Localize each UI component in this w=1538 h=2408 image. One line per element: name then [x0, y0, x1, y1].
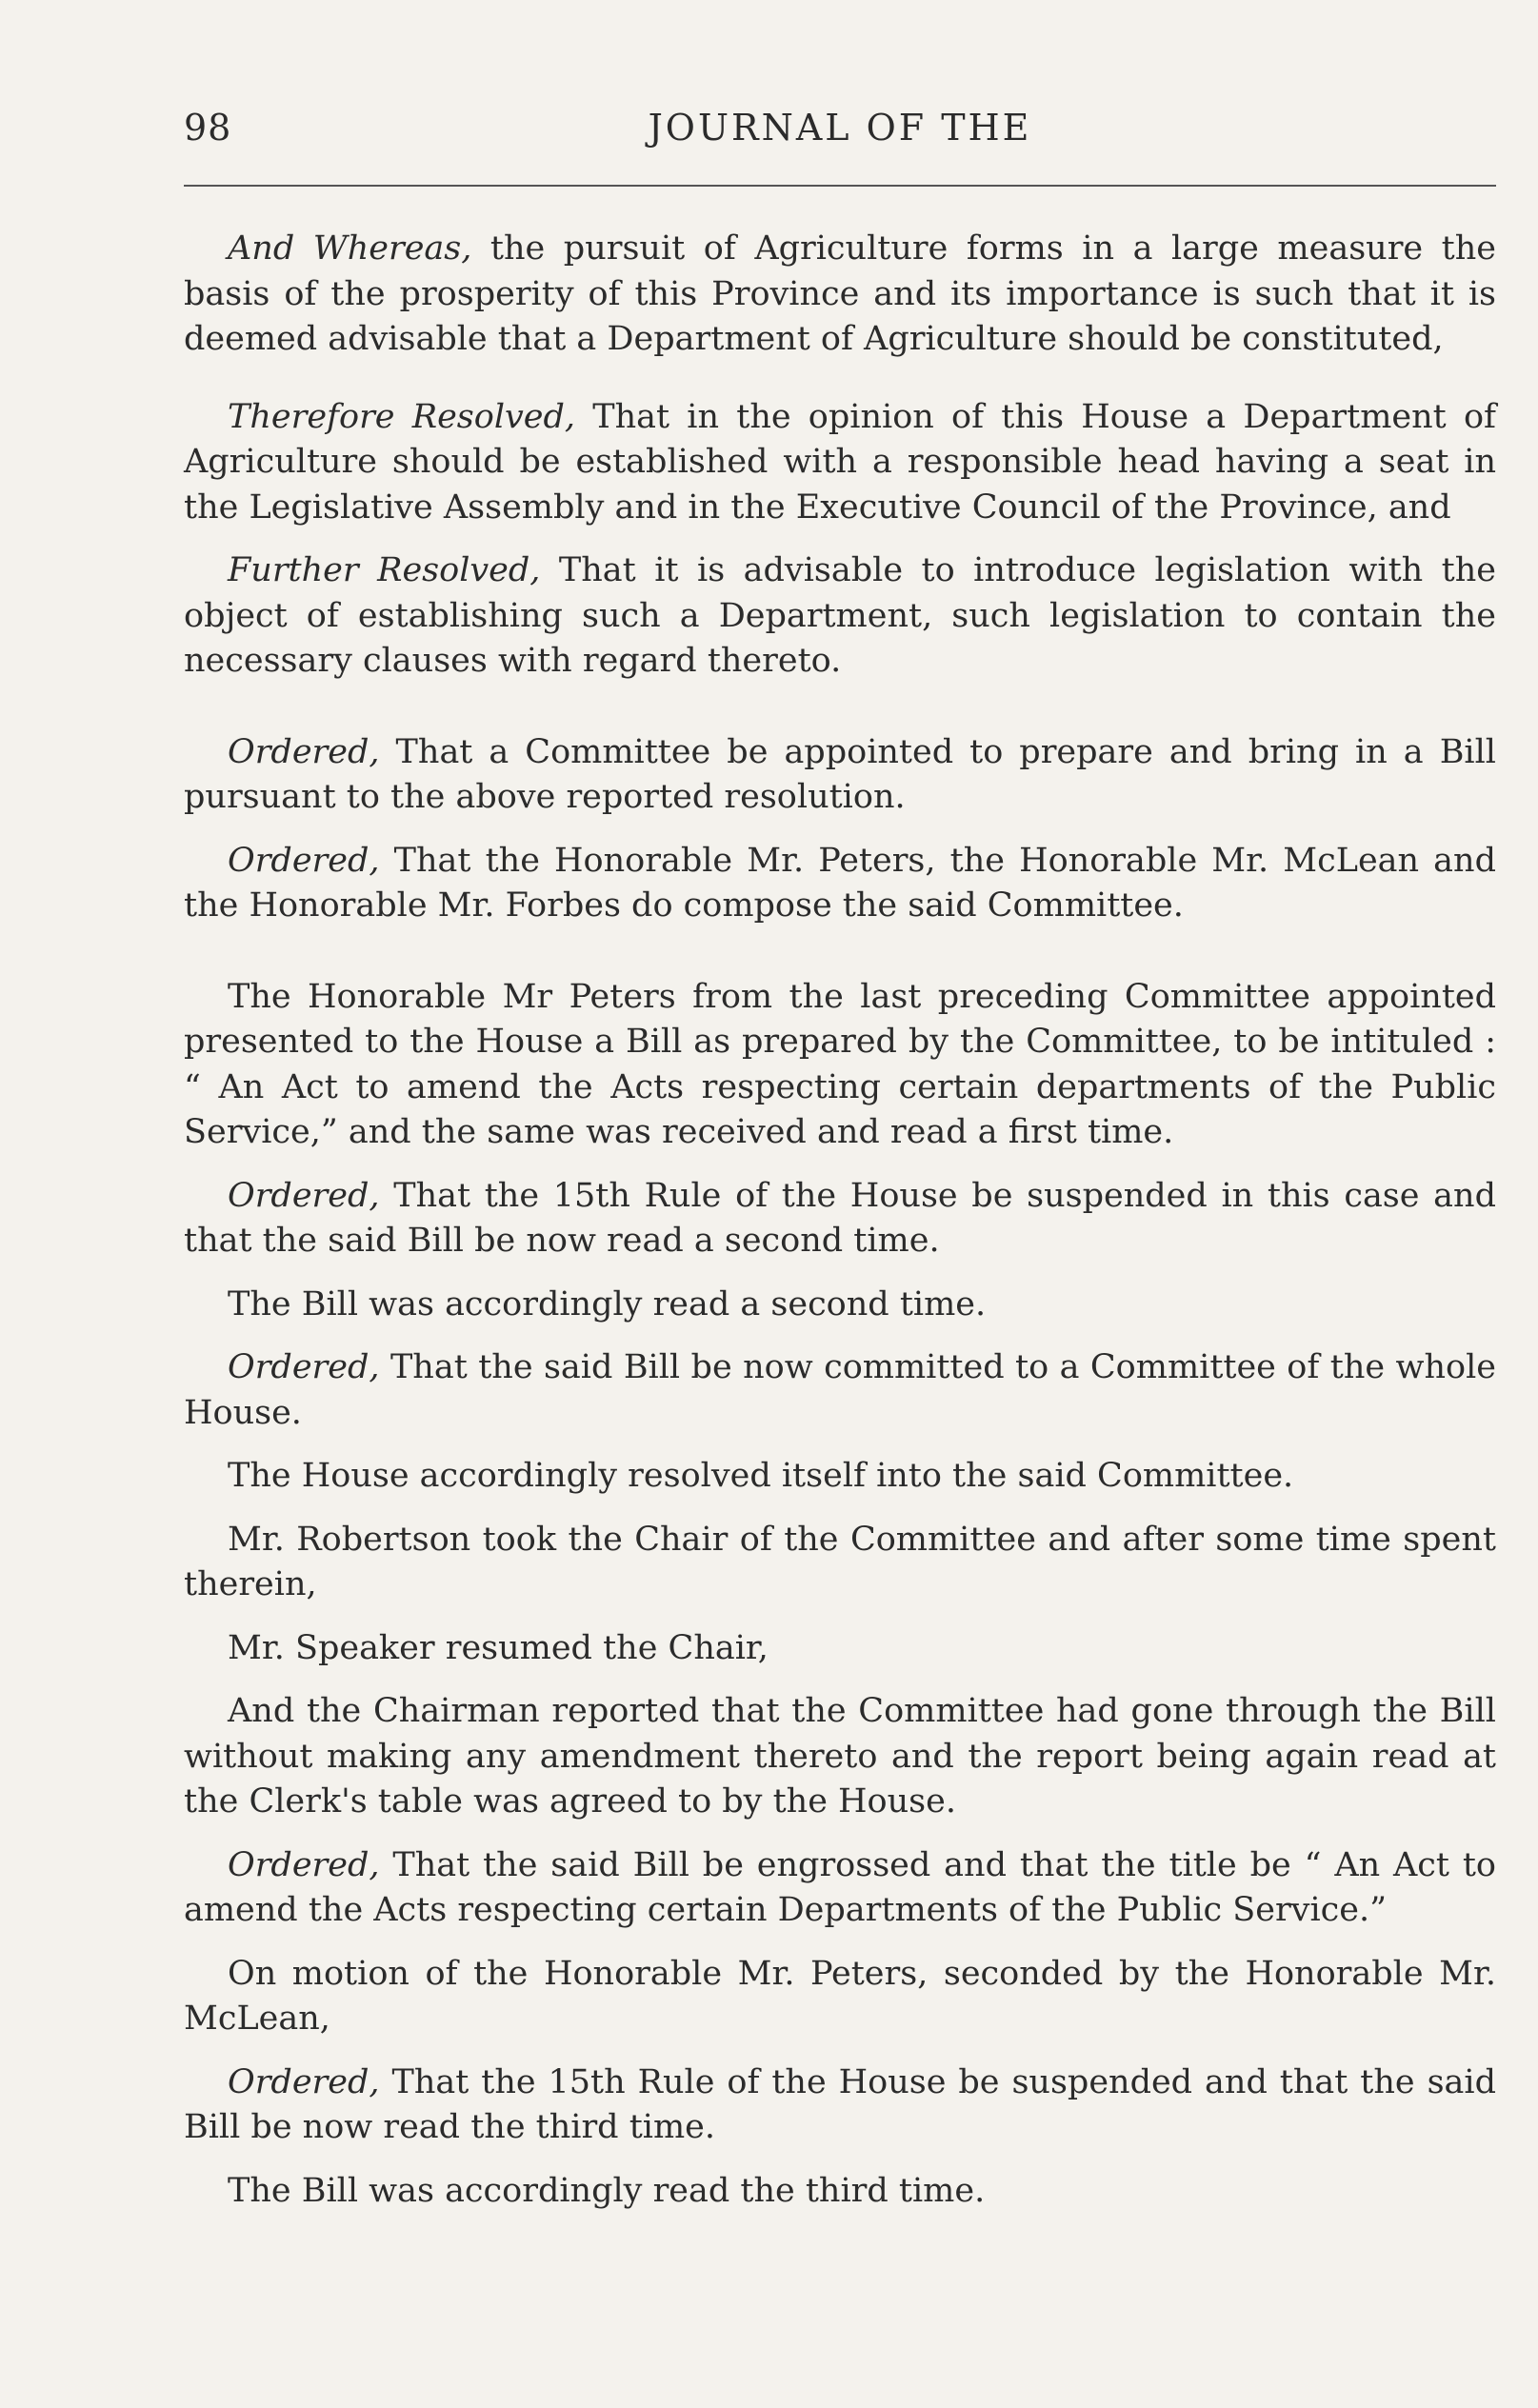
paragraph-text: That a Committee be appointed to prepare and bring in a Bill pursuant to the above reported resolution. [184, 732, 1496, 816]
paragraph-second-reading [184, 1283, 1496, 1328]
paragraph-text: That the Honorable Mr. Peters, the Honorable Mr. McLean and the Honorable Mr. Forbes do compose the said Committee. [184, 841, 1496, 925]
paragraph-ordered-suspend [184, 1174, 1496, 1264]
paragraph-lead: Ordered, [228, 1176, 380, 1215]
paragraph-text: That the 15th Rule of the House be suspended in this case and that the said Bill be now read a second time. [184, 1176, 1496, 1260]
paragraph-lead: Ordered, [228, 732, 380, 771]
paragraph-robertson-chair [184, 1518, 1496, 1608]
paragraph-ordered-committee [184, 730, 1496, 821]
paragraph-lead: Ordered, [228, 841, 380, 880]
header-rule [184, 185, 1496, 187]
paragraph-text: Mr. Robertson took the Chair of the Committee and after some time spent therein, [184, 1520, 1496, 1603]
paragraph-lead: Ordered, [228, 2062, 380, 2101]
body-text [184, 227, 1496, 2232]
paragraph-text: That the said Bill be engrossed and that the title be “ An Act to amend the Acts respecting certain Departments of the Public Service.” [184, 1845, 1496, 1929]
paragraph-lead: Further Resolved, [228, 551, 541, 589]
paragraph-ordered-third-reading [184, 2060, 1496, 2151]
paragraph-on-motion [184, 1952, 1496, 2042]
paragraph-further-resolved [184, 548, 1496, 685]
paragraph-text: And the Chairman reported that the Committee had gone through the Bill without making any amendment thereto and the report being again read at the Clerk's table was agreed to by the House. [184, 1692, 1496, 1821]
page-number: 98 [184, 107, 232, 149]
paragraph-whereas [184, 227, 1496, 363]
paragraph-text: Mr. Speaker resumed the Chair, [228, 1628, 769, 1667]
paragraph-text: That the said Bill be now committed to a Committee of the whole House. [184, 1348, 1496, 1432]
paragraph-text: The Bill was accordingly read a second time. [228, 1284, 987, 1323]
paragraph-text: The House accordingly resolved itself into the said Committee. [228, 1457, 1294, 1495]
paragraph-house-resolved [184, 1454, 1496, 1500]
page-header [184, 107, 1496, 164]
running-head: JOURNAL OF THE [648, 107, 1032, 149]
paragraph-text: The Bill was accordingly read the third time. [228, 2171, 986, 2210]
paragraph-bill-presented [184, 975, 1496, 1156]
paragraph-text: That in the opinion of this House a Department of Agriculture should be established with a responsible head having a seat in the Legislative Assembly and in the Executive Council of the Province, and [184, 397, 1496, 527]
paragraph-lead: Ordered, [228, 1348, 380, 1386]
paragraph-therefore-resolved [184, 395, 1496, 531]
paragraph-lead: Ordered, [228, 1845, 380, 1884]
paragraph-lead: Therefore Resolved, [228, 397, 576, 436]
paragraph-ordered-members [184, 839, 1496, 929]
paragraph-lead: And Whereas, [228, 229, 472, 268]
paragraph-ordered-committed [184, 1345, 1496, 1436]
paragraph-chairman-reported [184, 1689, 1496, 1825]
paragraph-speaker-resumed [184, 1626, 1496, 1672]
paragraph-text: The Honorable Mr Peters from the last preceding Committee appointed presented to the House a Bill as prepared by the Committee, to be intituled : “ An Act to amend the Acts respecting certain departments of the Public Service,” and the same was received and read a first time. [184, 977, 1496, 1151]
paragraph-text: the pursuit of Agriculture forms in a large measure the basis of the prosperity of this Province and its importance is such that it is deemed advisable that a Department of Agriculture should be constituted, [184, 229, 1496, 358]
paragraph-text: That the 15th Rule of the House be suspended and that the said Bill be now read the third time. [184, 2062, 1496, 2146]
paragraph-text: That it is advisable to introduce legislation with the object of establishing such a Department, such legislation to contain the necessary clauses with regard thereto. [184, 551, 1497, 680]
paragraph-ordered-engrossed [184, 1843, 1496, 1934]
paragraph-third-reading [184, 2169, 1496, 2215]
paragraph-text: On motion of the Honorable Mr. Peters, seconded by the Honorable Mr. McLean, [184, 1954, 1496, 2038]
